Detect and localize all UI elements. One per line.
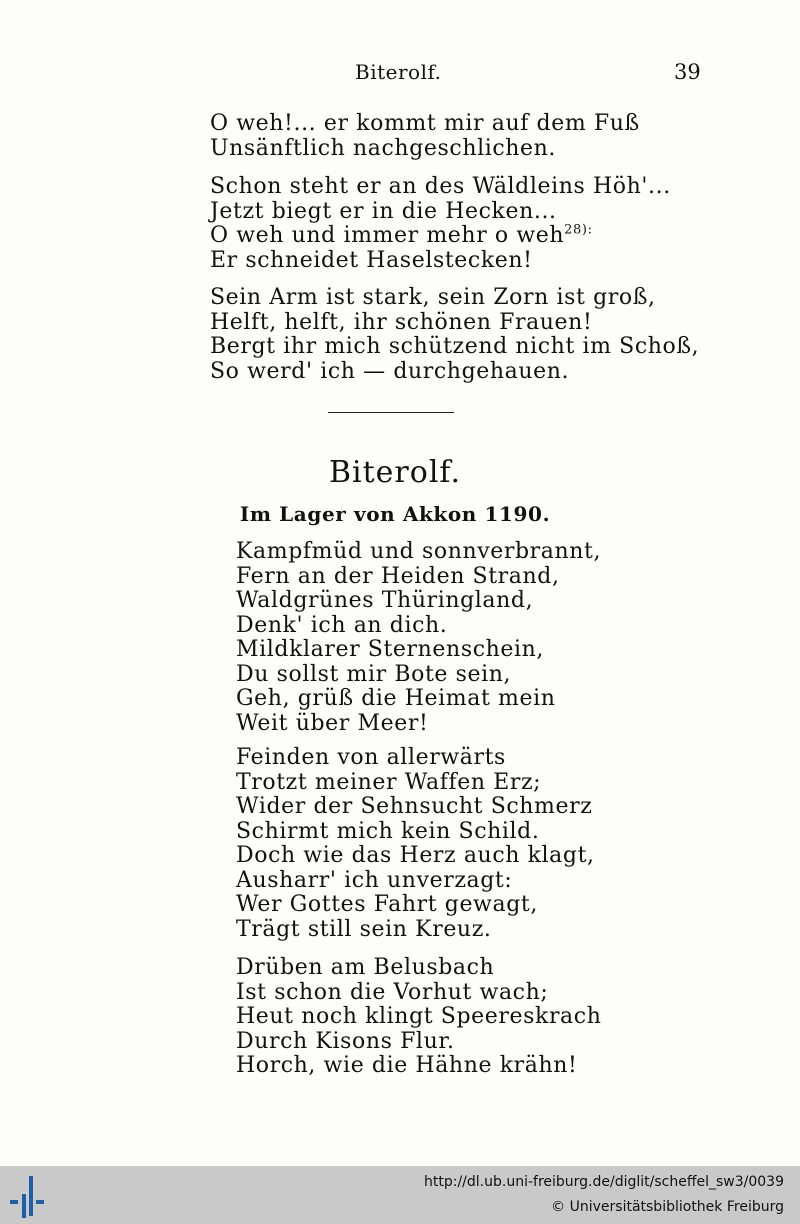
verse-line: Wer Gottes Fahrt gewagt, <box>236 892 538 917</box>
logo-bar <box>10 1200 18 1204</box>
verse-line: Fern an der Heiden Strand, <box>236 563 560 589</box>
verse-line: Jetzt biegt er in die Hecken... <box>210 198 557 224</box>
verse-line: Heut noch klingt Speereskrach <box>236 1004 602 1029</box>
verse-line: Schirmt mich kein Schild. <box>236 818 540 844</box>
verse-line: Doch wie das Herz auch klagt, <box>236 843 595 868</box>
verse-line: Durch Kisons Flur. <box>236 1028 455 1054</box>
running-head <box>0 60 800 88</box>
poem-stanza-1 <box>236 540 601 736</box>
logo-bar <box>22 1194 26 1218</box>
page-number: 39 <box>674 60 701 84</box>
running-title: Biterolf. <box>355 60 442 84</box>
verse-line: Feinden von allerwärts <box>236 745 506 770</box>
verse-line: Er schneidet Haselstecken! <box>210 247 533 273</box>
poem-title: Biterolf. <box>328 455 462 490</box>
verse-line: So werd' ich — durchgehauen. <box>210 358 570 384</box>
verse-line: Sein Arm ist stark, sein Zorn ist groß, <box>210 285 656 310</box>
verse-line: Kampfmüd und sonnverbrannt, <box>236 539 602 564</box>
copyright-notice: © Universitätsbibliothek Freiburg <box>551 1199 784 1215</box>
stanza-top-2 <box>210 175 671 273</box>
section-divider <box>328 412 454 413</box>
poem-subtitle: Im Lager von Akkon 1190. <box>239 502 551 526</box>
verse-line: Wider der Sehnsucht Schmerz <box>236 794 593 819</box>
verse-line: Du sollst mir Bote sein, <box>236 661 512 687</box>
verse-line: O weh!... er kommt mir auf dem Fuß <box>210 111 640 136</box>
stanza-top-1 <box>210 112 640 161</box>
stanza-top-3 <box>210 286 699 384</box>
verse-line: Weit über Meer! <box>236 710 429 736</box>
verse-line: Schon steht er an des Wäldleins Höh'... <box>210 174 671 199</box>
verse-line: Geh, grüß die Heimat mein <box>236 686 556 711</box>
footnote-marker: 28): <box>564 222 593 238</box>
verse-line: Horch, wie die Hähne krähn! <box>236 1053 578 1078</box>
verse-line: Denk' ich an dich. <box>236 612 448 638</box>
verse-line: Bergt ihr mich schützend nicht im Schoß, <box>210 334 700 359</box>
footer-bar <box>0 1166 800 1224</box>
verse-line: Trägt still sein Kreuz. <box>236 916 492 942</box>
verse-line-with-footnote <box>210 224 671 249</box>
verse-text: O weh und immer mehr o weh <box>210 223 565 248</box>
verse-line: Waldgrünes Thüringland, <box>236 588 534 613</box>
verse-line: Trotzt meiner Waffen Erz; <box>236 769 542 795</box>
logo-bar <box>36 1200 44 1204</box>
verse-line: Ausharr' ich unverzagt: <box>236 867 513 893</box>
source-url-link[interactable]: http://dl.ub.uni-freiburg.de/diglit/scheffel_sw3/0039 <box>424 1174 784 1190</box>
verse-line: Mildklarer Sternenschein, <box>236 637 545 662</box>
poem-stanza-2 <box>236 746 595 942</box>
verse-line: Drüben am Belusbach <box>236 955 495 980</box>
logo-bar <box>29 1176 33 1216</box>
library-logo-icon <box>10 1174 46 1218</box>
poem-stanza-3 <box>236 956 601 1079</box>
verse-line: Unsänftlich nachgeschlichen. <box>210 135 557 161</box>
verse-line: Helft, helft, ihr schönen Frauen! <box>210 309 593 335</box>
verse-line: Ist schon die Vorhut wach; <box>236 979 549 1005</box>
